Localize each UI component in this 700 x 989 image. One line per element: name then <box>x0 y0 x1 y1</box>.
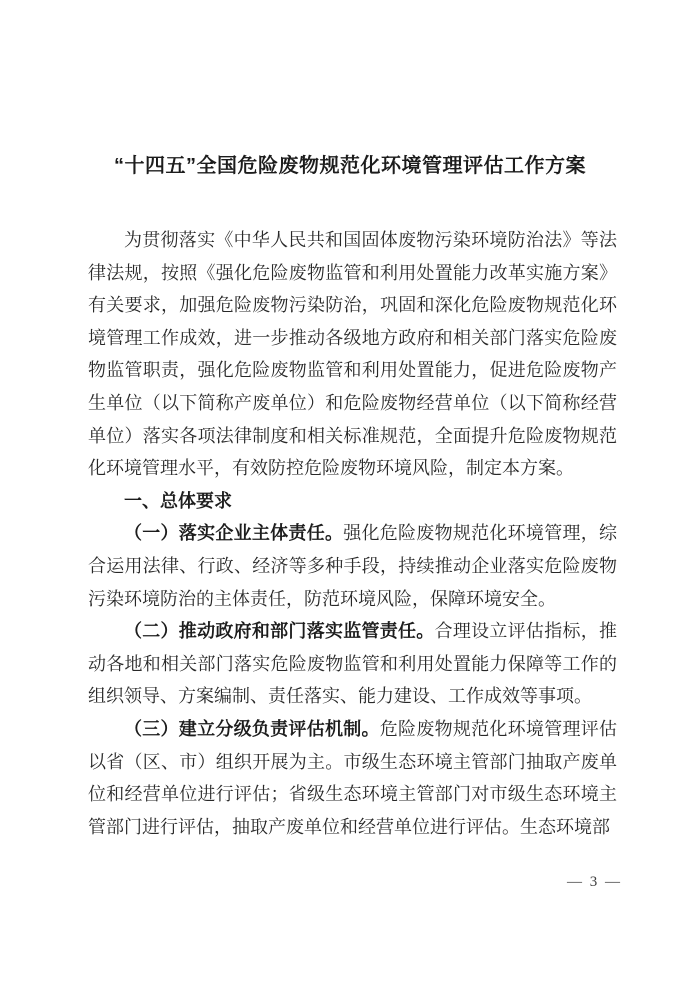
item-3-lead: （三）建立分级负责评估机制。 <box>124 718 380 739</box>
intro-paragraph: 为贯彻落实《中华人民共和国固体废物污染环境防治法》等法律法规，按照《强化危险废物监管和利用处置能力改革实施方案》有关要求，加强危险废物污染防治，巩固和深化危险废物规范化环境管理工作成效，进一步推动各级地方政府和相关部门落实危险废物监管职责，强化危险废物监管和利用处置能力，促进危险废物产生单位（以下简称产废单位）和危险废物经营单位（以下简称经营单位）落实各项法律制度和相关标准规范，全面提升危险废物规范化环境管理水平，有效防控危险废物环境风险，制定本方案。 <box>88 230 617 479</box>
section-heading-general-requirements: 一、总体要求 <box>124 490 232 511</box>
page-number: — 3 — <box>567 874 622 890</box>
item-1-lead: （一）落实企业主体责任。 <box>124 523 344 544</box>
document-title: “十四五”全国危险废物规范化环境管理评估工作方案 <box>114 155 586 177</box>
document-body <box>88 224 617 843</box>
item-1-text: 强化危险废物规范化环境管理，综合运用法律、行政、经济等多种手段，持续推动企业落实危险废物污染环境防治的主体责任，防范环境风险，保障环境安全。 <box>88 523 618 609</box>
item-paragraph-2 <box>88 615 617 713</box>
item-2-lead: （二）推动政府和部门落实监管责任。 <box>124 621 435 642</box>
item-paragraph-3 <box>88 713 617 843</box>
item-2-text: 合理设立评估指标，推动各地和相关部门落实危险废物监管和利用处置能力保障等工作的组织领导、方案编制、责任落实、能力建设、工作成效等事项。 <box>88 621 618 707</box>
item-paragraph-1 <box>88 517 617 615</box>
item-3-text: 危险废物规范化环境管理评估以省（区、市）组织开展为主。市级生态环境主管部门抽取产废单位和经营单位进行评估；省级生态环境主管部门对市级生态环境主管部门进行评估，抽取产废单位和经营单位进行评估。生态环境部 <box>88 718 618 837</box>
